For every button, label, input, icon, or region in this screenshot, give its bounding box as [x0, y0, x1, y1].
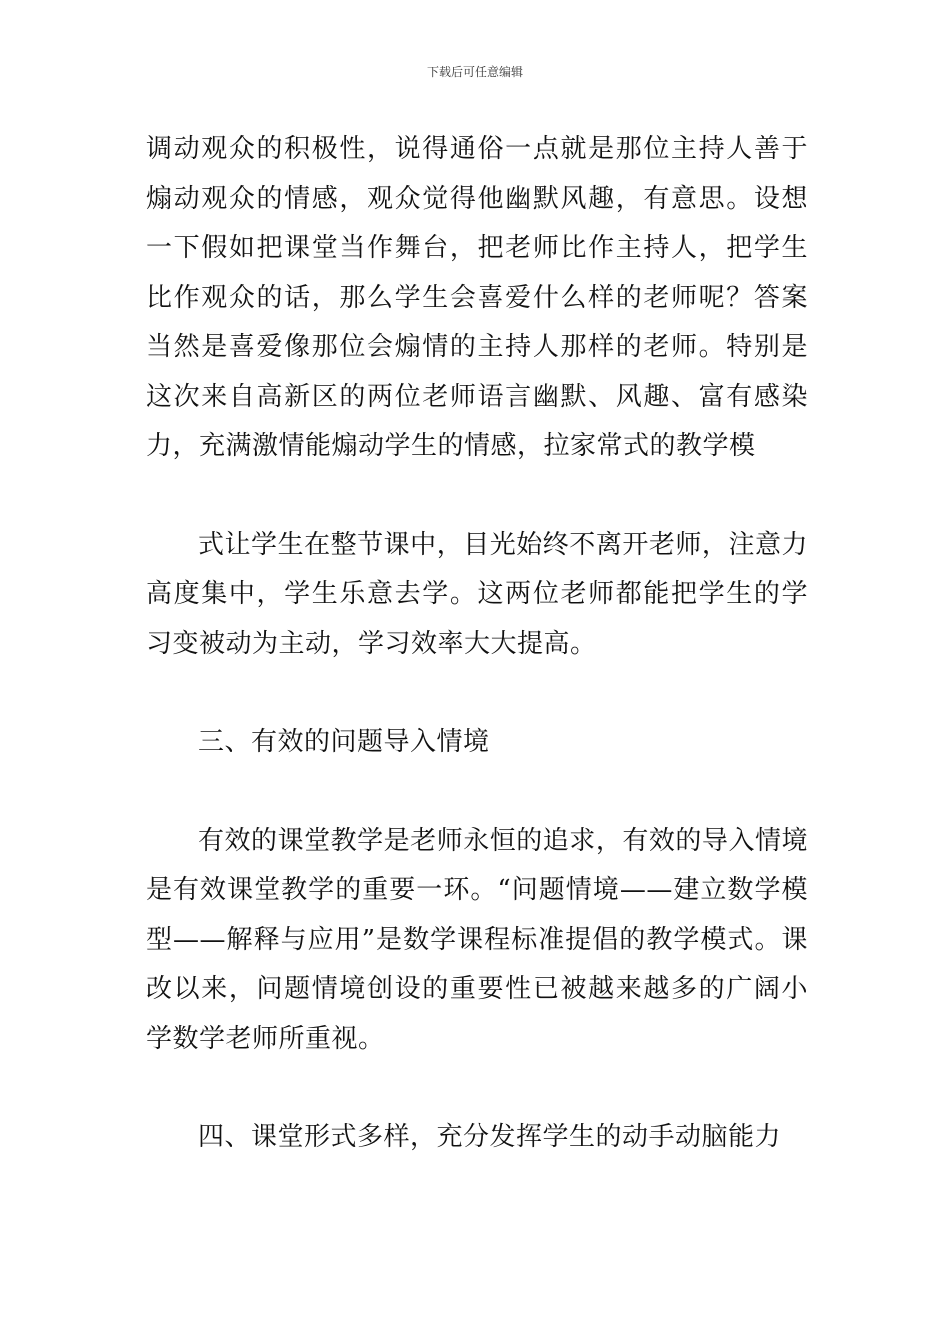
paragraph-continuation: 调动观众的积极性，说得通俗一点就是那位主持人善于煽动观众的情感，观众觉得他幽默风趣，有意思。设想一下假如把课堂当作舞台，把老师比作主持人，把学生比作观众的话，那么学生会喜爱什么样的老师呢？答案当然是喜爱像那位会煽情的主持人那样的老师。特别是这次来自高新区的两位老师语言幽默、风趣、富有感染力，充满激情能煽动学生的情感，拉家常式的教学模	[146, 134, 808, 461]
section-heading-3: 三、有效的问题导入情境	[198, 727, 490, 757]
page-header: 下载后可任意编辑	[426, 65, 523, 79]
section-heading-4: 四、课堂形式多样，充分发挥学生的动手动脑能力	[198, 1122, 782, 1152]
paragraph-problem-situation: 有效的课堂教学是老师永恒的追求，有效的导入情境是有效课堂教学的重要一环。“问题情境——建立数学模型——解释与应用”是数学课程标准提倡的教学模式。课改以来，问题情境创设的重要性已被越来越多的广阔小学数学老师所重视。	[146, 825, 808, 1054]
paragraph-teaching-style: 式让学生在整节课中，目光始终不离开老师，注意力高度集中，学生乐意去学。这两位老师都能把学生的学习变被动为主动，学习效率大大提高。	[146, 529, 808, 659]
document-body	[146, 125, 808, 1163]
